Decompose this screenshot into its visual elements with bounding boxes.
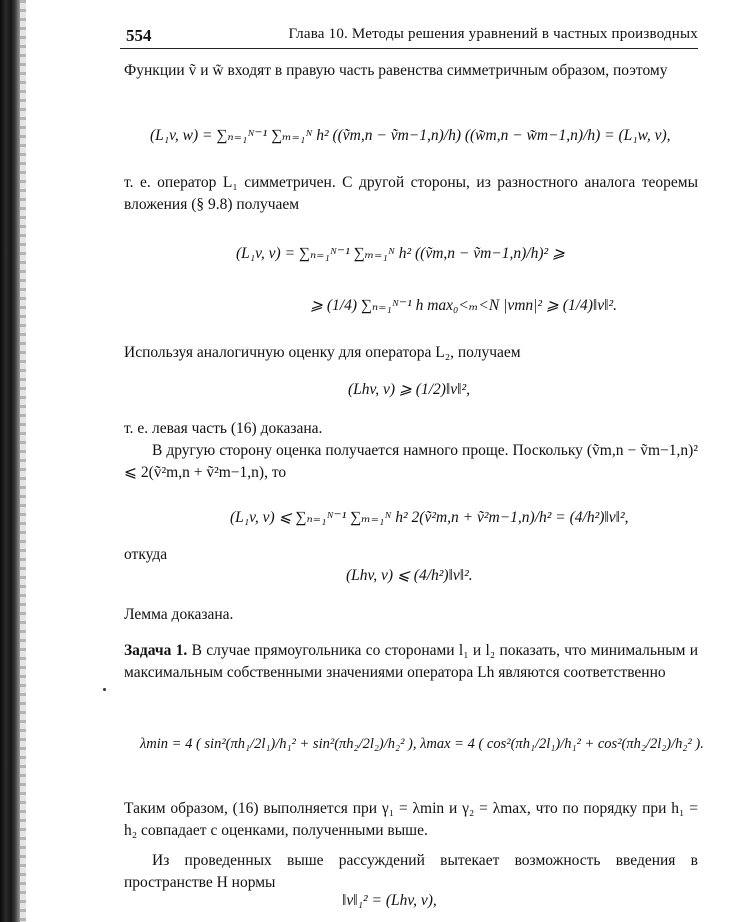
task-1: [124, 640, 698, 684]
task-label: Задача 1.: [124, 642, 188, 659]
formula-lower-bound-2: ⩾ (1/4) ∑ₙ₌₁ᴺ⁻¹ h max₀<ₘ<N |vmn|² ⩾ (1/4)‖v‖².: [310, 297, 618, 314]
formula-lh-lower: (Lhv, v) ⩾ (1/2)‖v‖²,: [348, 381, 471, 398]
paragraph-5: В другую сторону оценка получается намного проще. Поскольку (ṽm,n − ṽm−1,n)² ⩽ 2(ṽ²m,n + ṽ²m−1,n), то: [124, 442, 698, 481]
paragraph-4: т. е. левая часть (16) доказана.: [124, 420, 323, 437]
book-spine-edge: [20, 0, 26, 922]
paragraph-7: Лемма доказана.: [124, 606, 234, 623]
paragraph-6: откуда: [124, 546, 168, 563]
paragraph-9: Из проведенных выше рассуждений вытекает возможность введения в пространстве H нормы: [124, 852, 698, 891]
scan-speck: [103, 688, 106, 691]
chapter-title: Глава 10. Методы решения уравнений в частных производных: [288, 26, 698, 42]
formula-eigenvalues: λmin = 4 ( sin²(πh₁/2l₁)/h₁² + sin²(πh₂/2l₂)/h₂² ), λmax = 4 ( cos²(πh₁/2l₁)/h₁² + cos²(πh₂/2l₂)/h₂² ).: [140, 736, 704, 752]
running-header: [120, 24, 698, 49]
formula-lh-upper: (Lhv, v) ⩽ (4/h²)‖v‖².: [346, 567, 473, 584]
formula-upper-bound: (L₁v, v) ⩽ ∑ₙ₌₁ᴺ⁻¹ ∑ₘ₌₁ᴺ h² 2(ṽ²m,n + ṽ²m−1,n)/h² = (4/h²)‖v‖²,: [230, 509, 629, 526]
paragraph-3: Используя аналогичную оценку для оператора L₂, получаем: [124, 344, 521, 361]
paragraph-2: т. е. оператор L₁ симметричен. С другой стороны, из разностного аналога теоремы вложения (§ 9.8) получаем: [124, 174, 698, 213]
formula-norm: ‖v‖₁² = (Lhv, v),: [342, 892, 437, 909]
formula-symmetry: (L₁v, w) = ∑ₙ₌₁ᴺ⁻¹ ∑ₘ₌₁ᴺ h² ((ṽm,n − ṽm−1,n)/h) ((w̃m,n − w̃m−1,n)/h) = (L₁w, v),: [150, 127, 671, 144]
page-number: 554: [126, 26, 152, 45]
formula-lower-bound-1: (L₁v, v) = ∑ₙ₌₁ᴺ⁻¹ ∑ₘ₌₁ᴺ h² ((ṽm,n − ṽm−1,n)/h)² ⩾: [236, 245, 566, 262]
paragraph-1: Функции ṽ и w̃ входят в правую часть равенства симметричным образом, поэтому: [124, 62, 668, 79]
paragraph-8: Таким образом, (16) выполняется при γ₁ = λmin и γ₂ = λmax, что по порядку при h₁ = h₂ совпадает с оценками, полученными выше.: [124, 800, 698, 839]
book-page: [120, 0, 704, 922]
task-text: В случае прямоугольника со сторонами l₁ и l₂ показать, что минимальным и максимальным собственными значениями оператора Lh являются соответственно: [124, 642, 698, 681]
book-spine-shadow: [0, 0, 20, 922]
